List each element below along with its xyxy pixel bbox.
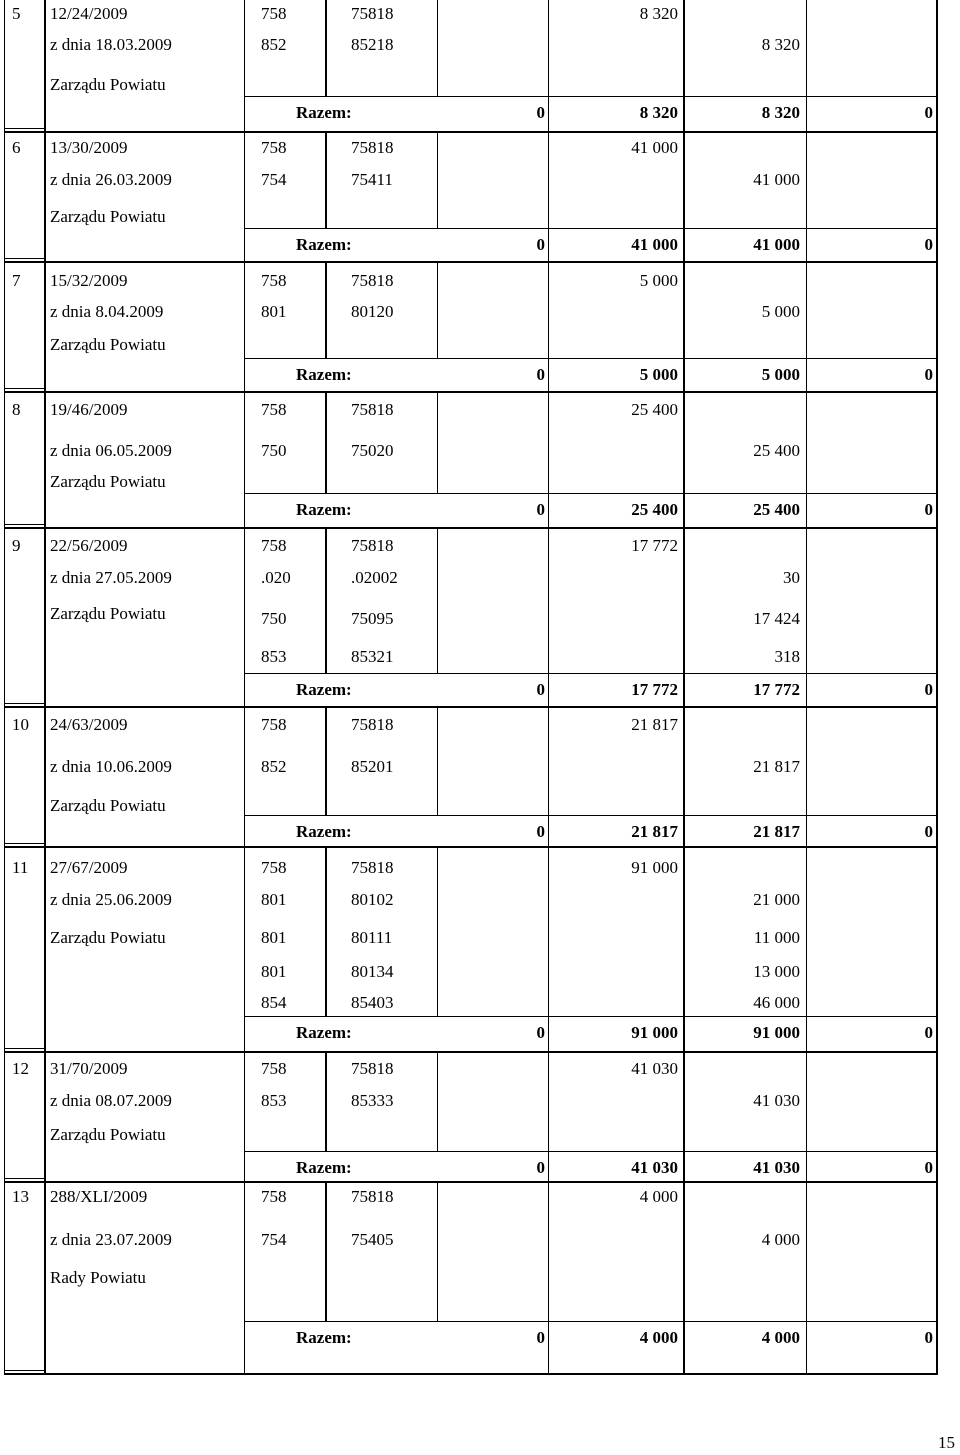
column-divider (437, 1052, 438, 1151)
sum-increase: 25 400 (753, 500, 800, 519)
rozdzial-code: 75405 (351, 1230, 394, 1249)
resolution-line: Zarządu Powiatu (50, 604, 166, 623)
sum-value: 0 (536, 1023, 545, 1042)
dzial-code: 750 (261, 609, 287, 628)
increase-amount: 21 000 (753, 890, 800, 909)
table-border-right (936, 132, 938, 262)
increase-amount: 30 (783, 568, 800, 587)
resolution-line: z dnia 8.04.2009 (50, 302, 164, 321)
row-separator (4, 131, 938, 133)
sum-value: 0 (924, 680, 933, 699)
resolution-line: 27/67/2009 (50, 858, 128, 877)
decrease-amount: 8 320 (639, 4, 678, 23)
table-border-right (936, 847, 938, 1052)
column-divider (44, 707, 46, 847)
resolution-line: 31/70/2009 (50, 1059, 128, 1078)
resolution-line: 22/56/2009 (50, 536, 128, 555)
sum-decrease: 4 000 (639, 1328, 678, 1347)
rozdzial-code: 80120 (351, 302, 394, 321)
rozdzial-code: 75095 (351, 609, 394, 628)
sum-decrease: 25 400 (631, 500, 678, 519)
resolution-line: 24/63/2009 (50, 715, 128, 734)
rozdzial-code: 75818 (351, 715, 394, 734)
row-separator (4, 703, 44, 704)
resolution-line: z dnia 27.05.2009 (50, 568, 172, 587)
column-divider (437, 132, 438, 228)
column-divider (44, 1052, 46, 1182)
resolution-line: Zarządu Powiatu (50, 1125, 166, 1144)
column-divider (44, 1182, 46, 1374)
table-border-left (4, 262, 5, 392)
sum-decrease: 21 817 (631, 822, 678, 841)
table-border-right (936, 1052, 938, 1182)
rozdzial-code: 75818 (351, 858, 394, 877)
dzial-code: 801 (261, 962, 287, 981)
increase-amount: 13 000 (753, 962, 800, 981)
table-border-right (936, 528, 938, 707)
dzial-code: .020 (261, 568, 291, 587)
rozdzial-code: 85333 (351, 1091, 394, 1110)
rozdzial-code: .02002 (351, 568, 398, 587)
sum-decrease: 8 320 (639, 103, 678, 122)
sum-label: Razem: (296, 1023, 352, 1042)
column-divider (325, 1052, 327, 1151)
sum-row-line (244, 1151, 936, 1152)
sum-increase: 41 030 (753, 1158, 800, 1177)
dzial-code: 758 (261, 4, 287, 23)
dzial-code: 852 (261, 757, 287, 776)
table-border-right (936, 392, 938, 528)
sum-value: 0 (536, 365, 545, 384)
row-separator (4, 1178, 44, 1179)
lp-number: 12 (12, 1059, 29, 1078)
increase-amount: 11 000 (753, 928, 800, 947)
sum-decrease: 41 030 (631, 1158, 678, 1177)
sum-label: Razem: (296, 235, 352, 254)
sum-row-line (244, 1016, 936, 1017)
rozdzial-code: 85201 (351, 757, 394, 776)
dzial-code: 801 (261, 890, 287, 909)
increase-amount: 41 030 (753, 1091, 800, 1110)
sum-value: 0 (536, 1328, 545, 1347)
sum-label: Razem: (296, 103, 352, 122)
decrease-amount: 17 772 (631, 536, 678, 555)
column-divider (437, 262, 438, 358)
sum-increase: 17 772 (753, 680, 800, 699)
column-divider (244, 1182, 245, 1374)
column-divider (244, 262, 245, 392)
row-separator (4, 524, 44, 525)
resolution-line: z dnia 26.03.2009 (50, 170, 172, 189)
dzial-code: 758 (261, 1187, 287, 1206)
table-border-right (936, 1182, 938, 1374)
table-border-left (4, 1052, 5, 1182)
sum-label: Razem: (296, 822, 352, 841)
increase-amount: 4 000 (761, 1230, 800, 1249)
lp-number: 10 (12, 715, 29, 734)
column-divider (44, 262, 46, 392)
rozdzial-code: 75818 (351, 400, 394, 419)
lp-number: 6 (12, 138, 21, 157)
decrease-amount: 21 817 (631, 715, 678, 734)
resolution-line: 288/XLI/2009 (50, 1187, 148, 1206)
sum-label: Razem: (296, 500, 352, 519)
sum-row-line (244, 96, 936, 97)
column-divider (325, 132, 327, 228)
dzial-code: 758 (261, 400, 287, 419)
lp-number: 7 (12, 271, 21, 290)
lp-number: 9 (12, 536, 21, 555)
sum-decrease: 5 000 (639, 365, 678, 384)
sum-value: 0 (924, 365, 933, 384)
column-divider (437, 528, 438, 673)
column-divider (244, 132, 245, 262)
column-divider (437, 0, 438, 96)
column-divider (44, 528, 46, 707)
resolution-line: z dnia 06.05.2009 (50, 441, 172, 460)
resolution-line: Zarządu Powiatu (50, 335, 166, 354)
increase-amount: 8 320 (761, 35, 800, 54)
rozdzial-code: 75818 (351, 1187, 394, 1206)
sum-row-line (244, 358, 936, 359)
column-divider (437, 847, 438, 1016)
rozdzial-code: 75020 (351, 441, 394, 460)
dzial-code: 801 (261, 302, 287, 321)
sum-increase: 8 320 (761, 103, 800, 122)
column-divider (325, 847, 327, 1016)
resolution-line: Zarządu Powiatu (50, 472, 166, 491)
column-divider (437, 707, 438, 815)
column-divider (325, 392, 327, 493)
decrease-amount: 91 000 (631, 858, 678, 877)
row-separator (4, 1181, 938, 1183)
decrease-amount: 4 000 (639, 1187, 678, 1206)
dzial-code: 853 (261, 647, 287, 666)
dzial-code: 754 (261, 1230, 287, 1249)
column-divider (325, 1182, 327, 1321)
table-border-right (936, 262, 938, 392)
table-border-left (4, 707, 5, 847)
resolution-line: z dnia 10.06.2009 (50, 757, 172, 776)
sum-value: 0 (536, 235, 545, 254)
sum-label: Razem: (296, 365, 352, 384)
sum-label: Razem: (296, 1158, 352, 1177)
rozdzial-code: 75818 (351, 271, 394, 290)
table-border-left (4, 528, 5, 707)
sum-increase: 41 000 (753, 235, 800, 254)
decrease-amount: 41 030 (631, 1059, 678, 1078)
sum-label: Razem: (296, 680, 352, 699)
resolution-line: z dnia 18.03.2009 (50, 35, 172, 54)
table-border-right (936, 0, 938, 132)
table-border-left (4, 847, 5, 1052)
rozdzial-code: 75818 (351, 1059, 394, 1078)
sum-value: 0 (924, 235, 933, 254)
increase-amount: 5 000 (761, 302, 800, 321)
dzial-code: 852 (261, 35, 287, 54)
column-divider (244, 392, 245, 528)
table-border-left (4, 132, 5, 262)
sum-value: 0 (536, 680, 545, 699)
decrease-amount: 5 000 (639, 271, 678, 290)
table-border-left (4, 1182, 5, 1374)
dzial-code: 758 (261, 536, 287, 555)
sum-value: 0 (924, 1023, 933, 1042)
row-separator (4, 843, 44, 844)
rozdzial-code: 75818 (351, 536, 394, 555)
sum-value: 0 (536, 822, 545, 841)
lp-number: 13 (12, 1187, 29, 1206)
sum-value: 0 (924, 822, 933, 841)
sum-increase: 21 817 (753, 822, 800, 841)
resolution-line: z dnia 23.07.2009 (50, 1230, 172, 1249)
sum-row-line (244, 1321, 936, 1322)
row-separator (4, 388, 44, 389)
sum-increase: 5 000 (761, 365, 800, 384)
page-number: 15 (938, 1433, 955, 1452)
sum-value: 0 (536, 103, 545, 122)
row-separator (4, 846, 938, 848)
sum-row-line (244, 228, 936, 229)
column-divider (437, 1182, 438, 1321)
dzial-code: 758 (261, 858, 287, 877)
rozdzial-code: 85321 (351, 647, 394, 666)
increase-amount: 25 400 (753, 441, 800, 460)
row-separator (4, 1048, 44, 1049)
column-divider (44, 132, 46, 262)
column-divider (244, 707, 245, 847)
resolution-line: 13/30/2009 (50, 138, 128, 157)
row-separator (4, 258, 44, 259)
sum-value: 0 (924, 500, 933, 519)
rozdzial-code: 75411 (351, 170, 393, 189)
column-divider (325, 262, 327, 358)
row-separator (4, 128, 44, 129)
lp-number: 11 (12, 858, 29, 877)
sum-row-line (244, 493, 936, 494)
sum-row-line (244, 673, 936, 674)
column-divider (44, 392, 46, 528)
increase-amount: 41 000 (753, 170, 800, 189)
column-divider (683, 847, 685, 1052)
sum-decrease: 41 000 (631, 235, 678, 254)
dzial-code: 758 (261, 271, 287, 290)
row-separator (4, 1370, 44, 1371)
sum-value: 0 (924, 103, 933, 122)
column-divider (325, 707, 327, 815)
column-divider (244, 0, 245, 132)
column-divider (244, 1052, 245, 1182)
resolution-line: 12/24/2009 (50, 4, 128, 23)
lp-number: 5 (12, 4, 21, 23)
dzial-code: 754 (261, 170, 287, 189)
column-divider (44, 0, 46, 132)
rozdzial-code: 80134 (351, 962, 394, 981)
sum-value: 0 (536, 1158, 545, 1177)
sum-value: 0 (536, 500, 545, 519)
rozdzial-code: 80102 (351, 890, 394, 909)
table-border-left (4, 0, 5, 132)
column-divider (325, 528, 327, 673)
column-divider (325, 0, 327, 96)
column-divider (806, 847, 807, 1052)
rozdzial-code: 75818 (351, 4, 394, 23)
row-separator (4, 706, 938, 708)
column-divider (244, 528, 245, 707)
row-separator (4, 1373, 938, 1375)
dzial-code: 758 (261, 1059, 287, 1078)
table-border-right (936, 707, 938, 847)
row-separator (4, 391, 938, 393)
row-separator (4, 1051, 938, 1053)
resolution-line: Zarządu Powiatu (50, 928, 166, 947)
dzial-code: 758 (261, 715, 287, 734)
resolution-line: z dnia 08.07.2009 (50, 1091, 172, 1110)
lp-number: 8 (12, 400, 21, 419)
rozdzial-code: 85218 (351, 35, 394, 54)
sum-increase: 91 000 (753, 1023, 800, 1042)
sum-increase: 4 000 (761, 1328, 800, 1347)
dzial-code: 758 (261, 138, 287, 157)
column-divider (437, 392, 438, 493)
resolution-line: Zarządu Powiatu (50, 75, 166, 94)
decrease-amount: 41 000 (631, 138, 678, 157)
row-separator (4, 261, 938, 263)
rozdzial-code: 80111 (351, 928, 393, 947)
column-divider (244, 847, 245, 1052)
resolution-line: Zarządu Powiatu (50, 796, 166, 815)
sum-decrease: 17 772 (631, 680, 678, 699)
sum-row-line (244, 815, 936, 816)
increase-amount: 21 817 (753, 757, 800, 776)
rozdzial-code: 75818 (351, 138, 394, 157)
increase-amount: 46 000 (753, 993, 800, 1012)
row-separator (4, 527, 938, 529)
table-border-left (4, 392, 5, 528)
sum-value: 0 (924, 1158, 933, 1177)
sum-decrease: 91 000 (631, 1023, 678, 1042)
dzial-code: 854 (261, 993, 287, 1012)
sum-value: 0 (924, 1328, 933, 1347)
dzial-code: 801 (261, 928, 287, 947)
resolution-line: Rady Powiatu (50, 1268, 146, 1287)
resolution-line: Zarządu Powiatu (50, 207, 166, 226)
sum-label: Razem: (296, 1328, 352, 1347)
dzial-code: 750 (261, 441, 287, 460)
resolution-line: 19/46/2009 (50, 400, 128, 419)
column-divider (44, 847, 46, 1052)
increase-amount: 318 (774, 647, 800, 666)
resolution-line: 15/32/2009 (50, 271, 128, 290)
increase-amount: 17 424 (753, 609, 800, 628)
rozdzial-code: 85403 (351, 993, 394, 1012)
dzial-code: 853 (261, 1091, 287, 1110)
resolution-line: z dnia 25.06.2009 (50, 890, 172, 909)
decrease-amount: 25 400 (631, 400, 678, 419)
